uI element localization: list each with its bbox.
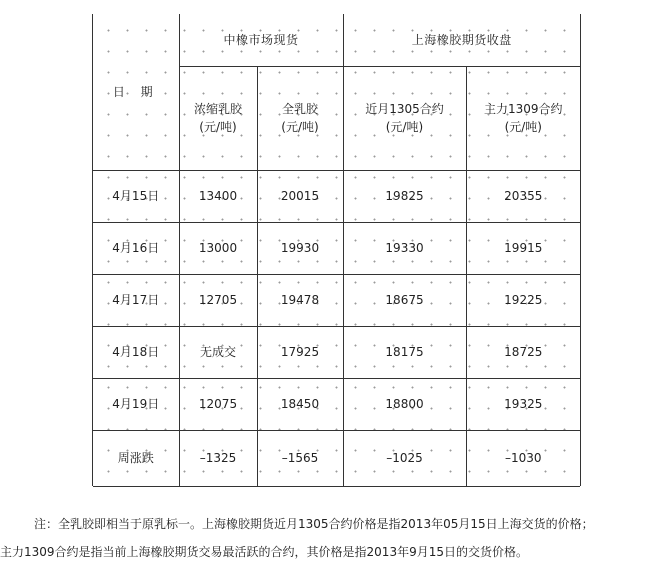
table-row	[93, 326, 580, 378]
value-cell: 18175	[343, 326, 466, 378]
column-name: 主力1309合约	[484, 102, 563, 116]
date-cell: 4月18日	[93, 326, 179, 378]
footnote-line-2: 主力1309合约是指当前上海橡胶期货交易最活跃的合约，其价格是指2013年9月15日的交货价格。	[0, 545, 528, 559]
value-cell: 19325	[466, 378, 580, 430]
table-row	[93, 170, 580, 222]
value-cell: 13000	[179, 222, 257, 274]
table-row-weekly-change	[93, 430, 580, 486]
value-cell: 20355	[466, 170, 580, 222]
spot-group-header: 中橡市场现货	[179, 14, 343, 66]
footnote-line-1: 注：全乳胶即相当于原乳标一。上海橡胶期货近月1305合约价格是指2013年05月15日上海交货的价格；	[34, 517, 594, 531]
column-header-main-1309	[466, 66, 580, 170]
value-cell: 18800	[343, 378, 466, 430]
value-cell: –1030	[466, 430, 580, 486]
value-cell: 无成交	[179, 326, 257, 378]
footnote	[0, 510, 667, 566]
column-unit: (元/吨)	[385, 120, 424, 134]
value-cell: 19478	[257, 274, 343, 326]
date-cell: 4月16日	[93, 222, 179, 274]
date-cell: 4月17日	[93, 274, 179, 326]
value-cell: 13400	[179, 170, 257, 222]
futures-group-header: 上海橡胶期货收盘	[343, 14, 580, 66]
value-cell: 19825	[343, 170, 466, 222]
value-cell: 12075	[179, 378, 257, 430]
value-cell: 12705	[179, 274, 257, 326]
column-header-near-month-1305	[343, 66, 466, 170]
table-row	[93, 274, 580, 326]
column-unit: (元/吨)	[199, 120, 237, 134]
value-cell: 18450	[257, 378, 343, 430]
value-cell: 19915	[466, 222, 580, 274]
column-name: 近月1305合约	[365, 102, 444, 116]
rubber-price-table	[93, 14, 580, 487]
column-header-concentrated-latex	[179, 66, 257, 170]
value-cell: 20015	[257, 170, 343, 222]
column-name: 浓缩乳胶	[193, 102, 242, 116]
date-cell: 周涨跌	[93, 430, 179, 486]
table-row	[93, 222, 580, 274]
value-cell: 19930	[257, 222, 343, 274]
value-cell: –1565	[257, 430, 343, 486]
price-table-container	[92, 14, 581, 486]
value-cell: 17925	[257, 326, 343, 378]
value-cell: 19225	[466, 274, 580, 326]
value-cell: 19330	[343, 222, 466, 274]
date-cell: 4月19日	[93, 378, 179, 430]
date-cell: 4月15日	[93, 170, 179, 222]
column-unit: (元/吨)	[281, 120, 319, 134]
table-row	[93, 378, 580, 430]
column-name: 全乳胶	[282, 102, 319, 116]
value-cell: 18675	[343, 274, 466, 326]
date-header: 日 期	[93, 14, 179, 170]
column-unit: (元/吨)	[504, 120, 542, 134]
column-header-whole-latex	[257, 66, 343, 170]
value-cell: 18725	[466, 326, 580, 378]
value-cell: –1325	[179, 430, 257, 486]
value-cell: –1025	[343, 430, 466, 486]
